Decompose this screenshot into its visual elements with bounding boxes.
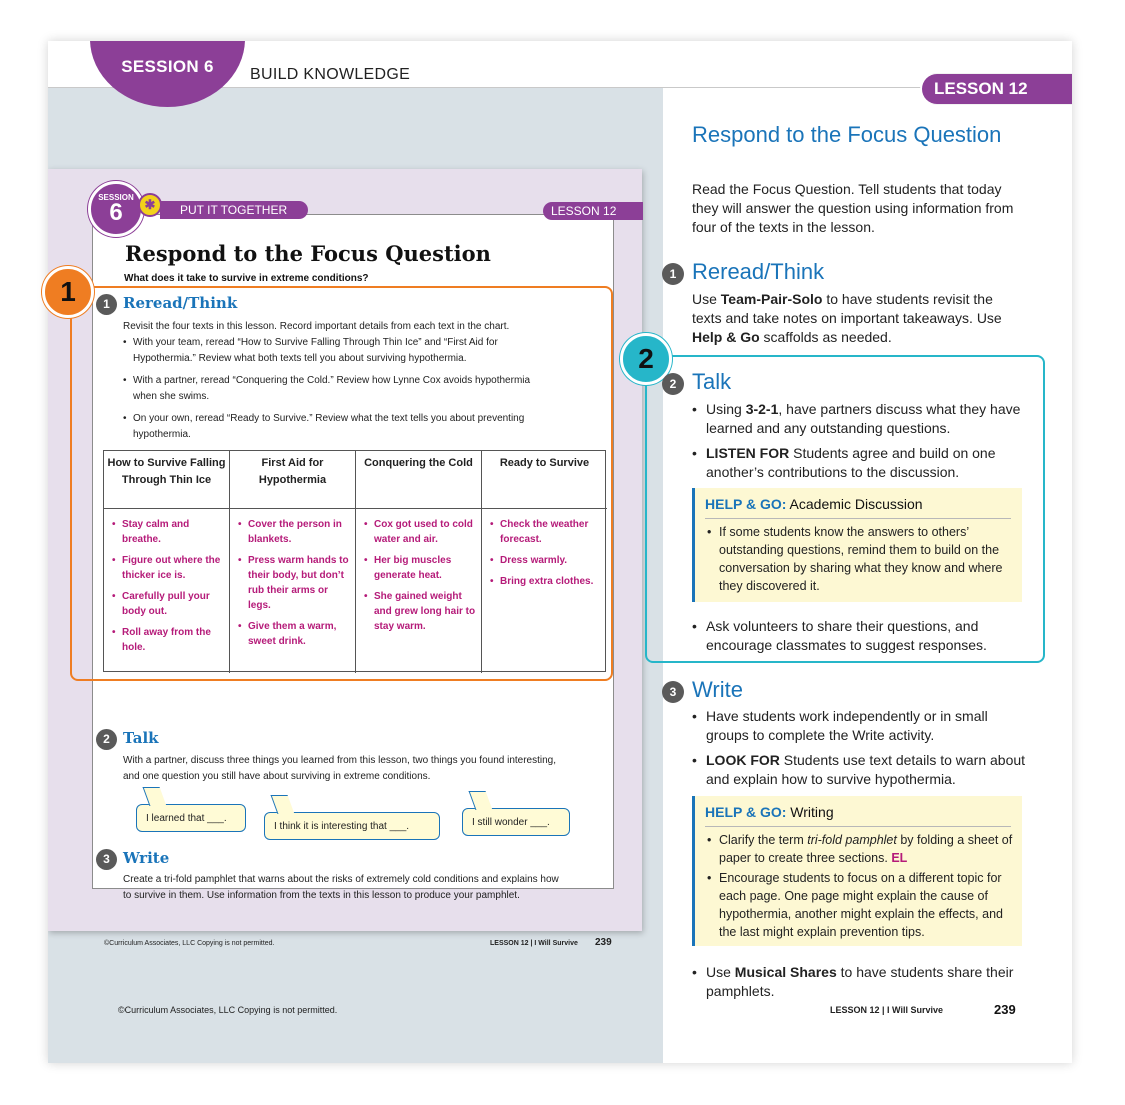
student-session-label: SESSION — [98, 193, 134, 202]
bubble-text: I learned that ___. — [146, 813, 227, 824]
chart-header: How to Survive Falling Through Thin Ice — [104, 451, 230, 509]
help-go-writing — [692, 796, 1022, 946]
write-heading: Write — [123, 849, 170, 867]
student-page-subtitle: What does it take to survive in extreme conditions? — [124, 273, 369, 284]
student-page-title: Respond to the Focus Question — [125, 241, 491, 266]
chart-item: • Roll away from the hole. — [112, 625, 225, 655]
reread-number: 1 — [96, 294, 117, 315]
talk-text: With a partner, discuss three things you learned from this lesson, two things you found interesting, and one question you still have about surviving in extreme conditions. — [123, 755, 557, 782]
teacher-footer-page: 239 — [994, 1002, 1016, 1017]
chart-header: Ready to Survive — [482, 451, 607, 509]
help-go-rule — [705, 518, 1011, 519]
callout-badge-2: 2 — [620, 333, 672, 385]
speech-bubble — [136, 804, 246, 832]
chart-item: • Dress warmly. — [490, 553, 603, 568]
put-it-together-pill: PUT IT TOGETHER — [160, 201, 308, 219]
header-title: BUILD KNOWLEDGE — [250, 66, 411, 83]
teacher-write-heading: Write — [692, 677, 743, 702]
chart-item: • Stay calm and breathe. — [112, 517, 225, 547]
page-footer-copyright: ©Curriculum Associates, LLC Copying is not permitted. — [118, 1005, 338, 1015]
reread-bullet: • On your own, reread “Ready to Survive.” Review what the text tells you about preventing hypothermia. — [123, 411, 543, 443]
teacher-footer-lesson: LESSON 12 | I Will Survive — [830, 1005, 943, 1015]
teacher-write-bullet: • Have students work independently or in small groups to complete the Write activity. — [692, 707, 1028, 745]
lesson-tab: LESSON 12 — [922, 74, 1072, 104]
help-go-discussion — [692, 488, 1022, 602]
chart-item: • She gained weight and grew long hair to stay warm. — [364, 589, 477, 634]
teacher-talk-bullet: • Ask volunteers to share their questions, and encourage classmates to suggest responses. — [692, 617, 1028, 655]
student-footer-copyright: ©Curriculum Associates, LLC Copying is not permitted. — [104, 940, 275, 947]
help-go-rule — [705, 826, 1011, 827]
talk-heading: Talk — [123, 729, 159, 747]
chart-item: • Cover the person in blankets. — [238, 517, 351, 547]
help-go-title: HELP & GO: Academic Discussion — [705, 496, 923, 512]
reread-bullet: • With your team, reread “How to Survive Falling Through Thin Ice” and “First Aid for Hypothermia.” Review what both texts tell you about surviving hypothermia. — [123, 335, 543, 367]
talk-number: 2 — [96, 729, 117, 750]
student-session-badge — [88, 181, 144, 237]
chart-item: • Cox got used to cold water and air. — [364, 517, 477, 547]
chart-item: • Bring extra clothes. — [490, 574, 603, 589]
teacher-reread-heading: Reread/Think — [692, 259, 825, 284]
chart-item: • Carefully pull your body out. — [112, 589, 225, 619]
bubble-text: I think it is interesting that ___. — [274, 821, 410, 832]
speech-bubble — [462, 808, 570, 836]
student-lesson-pill: LESSON 12 — [543, 202, 643, 220]
chart-header: First Aid for Hypothermia — [230, 451, 356, 509]
chart-item: • Give them a warm, sweet drink. — [238, 619, 351, 649]
session-label: SESSION 6 — [121, 57, 214, 76]
help-go-bullet: • Clarify the term tri-fold pamphlet by folding a sheet of paper to create three sections. EL — [707, 831, 1015, 867]
reread-intro: Revisit the four texts in this lesson. Record important details from each text in the chart. — [123, 321, 510, 332]
chart-item: • Her big muscles generate heat. — [364, 553, 477, 583]
el-tag: EL — [891, 851, 908, 865]
write-number: 3 — [96, 849, 117, 870]
teacher-write-bullet: • LOOK FOR Students use text details to warn about and explain how to survive hypothermia. — [692, 751, 1028, 789]
teacher-talk-heading: Talk — [692, 369, 732, 394]
student-footer-page: 239 — [595, 937, 612, 948]
help-go-bullet: • If some students know the answers to others’ outstanding questions, remind them to build on the conversation by sharing what they know and where they discovered it. — [707, 523, 1015, 595]
chart-header: Conquering the Cold — [356, 451, 482, 509]
reread-heading: Reread/Think — [123, 294, 238, 312]
write-text: Create a tri-fold pamphlet that warns about the risks of extremely cold conditions and explains how to survive in them. Use information from the texts in this lesson to produce your pamphlet. — [123, 874, 559, 901]
speech-bubble — [264, 812, 440, 840]
teacher-write-number: 3 — [662, 681, 684, 703]
student-session-number: 6 — [109, 199, 123, 226]
help-go-bullet: • Encourage students to focus on a different topic for each page. One page might explain the cause of hypothermia, another might explain the effects, and the last might explain prevention tips. — [707, 869, 1015, 941]
bubble-text: I still wonder ___. — [472, 817, 550, 828]
teacher-reread-number: 1 — [662, 263, 684, 285]
teacher-talk-bullet: • Using 3-2-1, have partners discuss what they have learned and any outstanding questions. — [692, 400, 1028, 438]
reread-bullet: • With a partner, reread “Conquering the Cold.” Review how Lynne Cox avoids hypothermia when she swims. — [123, 373, 543, 405]
chart-item: • Check the weather forecast. — [490, 517, 603, 547]
teacher-write-bullet: • Use Musical Shares to have students share their pamphlets. — [692, 963, 1028, 1001]
reread-callout-box — [70, 286, 613, 681]
teacher-intro: Read the Focus Question. Tell students that today they will answer the question using information from four of the texts in the lesson. — [692, 181, 1014, 235]
help-go-title: HELP & GO: Writing — [705, 804, 834, 820]
teacher-reread-text: Use Team-Pair-Solo to have students revisit the texts and take notes on important takeaways. Use Help & Go scaffolds as needed. — [692, 291, 1002, 345]
chart-item: • Figure out where the thicker ice is. — [112, 553, 225, 583]
teacher-talk-bullet: • LISTEN FOR Students agree and build on one another’s contributions to the discussion. — [692, 444, 1028, 482]
teacher-talk-number: 2 — [662, 373, 684, 395]
puzzle-icon: ✱ — [138, 193, 162, 217]
teacher-title: Respond to the Focus Question — [692, 122, 1002, 147]
student-footer-lesson: LESSON 12 | I Will Survive — [490, 940, 578, 947]
chart-item: • Press warm hands to their body, but don’t rub their arms or legs. — [238, 553, 351, 613]
callout-badge-1: 1 — [42, 266, 94, 318]
